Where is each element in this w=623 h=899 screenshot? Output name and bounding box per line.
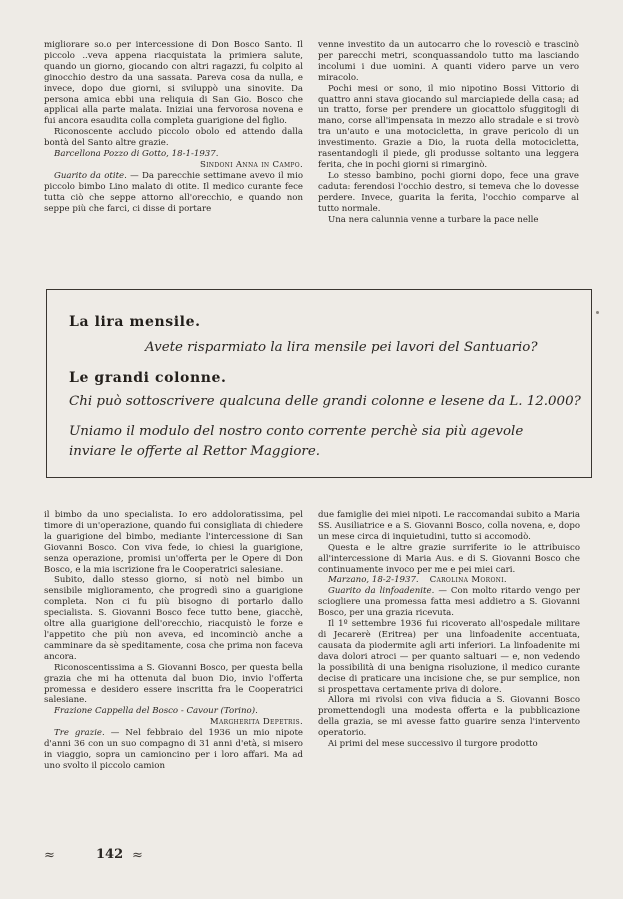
paragraph: Riconoscentissima a S. Giovanni Bosco, per questa bella grazia che mi ha ottenuta dal buon Dio, invio l'offerta promessa e desidero essere inscritta fra le Cooperatrici salesiane. (44, 662, 303, 706)
section-title: Tre grazie. (54, 728, 105, 739)
letter-place: Marzano, 18-2-1937. (328, 575, 419, 586)
text-column-top-left (44, 40, 303, 272)
letter-place-date (318, 575, 580, 586)
text-column-bottom-left (44, 510, 303, 840)
box-note-line-1: Uniamo il modulo del nostro conto corrente perchè sia più agevole (69, 424, 524, 439)
paragraph-text: — Da parecchie settimane avevo il mio piccolo bimbo Lino malato di otite. Il medico curante fece tutta ciò che seppe attorno all'orecchio, e quando non seppe più che farci, ci disse di portare (44, 170, 303, 214)
text-column-top-right (318, 40, 579, 272)
paragraph (44, 728, 303, 772)
letter-signature: Carolina Moroni. (429, 575, 507, 586)
paper-speck (596, 311, 599, 314)
box-question-lira: Avete risparmiato la lira mensile pei lavori del Santuario? (145, 340, 538, 355)
letter-place-date: Barcellona Pozzo di Gotto, 18-1-1937. (54, 149, 219, 160)
paragraph-text: — Con molto ritardo vengo per sciogliere una promessa fatta mesi addietro a S. Giovanni Bosco, per una grazia ricevuta. (318, 586, 580, 619)
paragraph: Riconoscente accludo piccolo obolo ed attendo dalla bontà del Santo altre grazie. (44, 127, 303, 149)
paragraph: il bimbo da uno specialista. Io ero addoloratissima, pel timore di un'operazione, quando fui consigliata di chiedere la guarigione del bimbo, mediante l'intercessione di San Giovanni Bosco. Con viva fede, io chiesi la guarigione, senza operazione, promisi un'offerta per le Opere di Don Bosco, e la mia iscrizione fra le Cooperatrici salesiane. (44, 510, 303, 575)
letter-signature: Sindoni Anna in Campo. (199, 159, 303, 170)
paragraph: Allora mi rivolsi con viva fiducia a S. Giovanni Bosco promettendogli una modesta offerta e la pubblicazione della grazia, se mi avesse fatto guarire senza l'intervento operatorio. (318, 695, 580, 739)
paragraph (44, 171, 303, 215)
paragraph (318, 586, 580, 619)
paragraph: Lo stesso bambino, pochi giorni dopo, fece una grave caduta: ferendosi l'occhio destro, si temeva che lo dovesse perdere. Invece, guarita la ferita, l'occhio comparve al tutto normale. (318, 170, 579, 214)
paragraph: Subito, dallo stesso giorno, si notò nel bimbo un sensibile miglioramento, che progredì sino a guarigione completa. Non ci fu più bisogno di portarlo dallo specialista. S. Giovanni Bosco fece tutto bene, giacchè, oltre alla guarigione dell'orecchio, riacquistò le forze e l'appetito che più non aveva, ed incominciò anche a camminare da sè speditamente, cosa che prima non faceva ancora. (44, 575, 303, 662)
paragraph: Ai primi del mese successivo il turgore prodotto (328, 739, 538, 750)
section-title: Guarito da linfoadenite. (328, 586, 435, 597)
box-heading-lira: La lira mensile. (69, 314, 201, 330)
text-column-bottom-right (318, 510, 580, 840)
box-question-colonne: Chi può sottoscrivere qualcuna delle grandi colonne e lesene da L. 12.000? (69, 394, 581, 409)
paragraph: migliorare so.o per intercessione di Don Bosco Santo. Il piccolo ..veva appena riacquistata la primiera salute, quando un giorno, giocando con altri ragazzi, fu colpito al ginocchio destro da una sassata. Pareva cosa da nulla, e invece, dopo due giorni, si sviluppò una sinovite. Da persona amica ebbi una reliquia di San Gio. Bosco che applicai alla parte malata. Iniziai una fervorosa novena e fui ancora esaudita colla completa guarigione del figlio. (44, 40, 303, 127)
paragraph-text: — Nel febbraio del 1936 un mio nipote d'anni 36 con un suo compagno di 31 anni d'età, si misero in viaggio, sopra un camioncino per i loro affari. Ma ad uno svolto il piccolo camion (44, 728, 303, 771)
letter-place-date: Frazione Cappella del Bosco - Cavour (Torino). (54, 706, 258, 717)
paragraph: venne investito da un autocarro che lo rovesciò e trascinò per parecchi metri, sconquassandolo tutto ma lasciando incolumi i due uomini. A quanti videro parve un vero miracolo. (318, 40, 579, 83)
ornament-icon: ≈ (44, 848, 55, 863)
section-title: Guarito da otite. (54, 170, 127, 181)
page-number: 142 (96, 847, 124, 862)
paragraph: Una nera calunnia venne a turbare la pace nelle (328, 214, 539, 225)
paragraph: Pochi mesi or sono, il mio nipotino Bossi Vittorio di quattro anni stava giocando sul marciapiede della casa; ad un tratto, forse per prendere un giocattolo sfuggitogli di mano, corse all'impensata in mezzo allo stradale e si trovò tra un'auto e una motocicletta, in grave pericolo di un investimento. Grazie a Dio, la ruota della motocicletta, rasentandogli il piede, gli produsse soltanto una leggera ferita, che in pochi giorni si rimarginò. (318, 83, 579, 170)
box-note-line-2: inviare le offerte al Rettor Maggiore. (69, 444, 320, 459)
ornament-icon: ≈ (132, 848, 143, 863)
appeal-box (46, 289, 592, 478)
box-heading-colonne: Le grandi colonne. (69, 370, 227, 386)
paragraph: Il 1º settembre 1936 fui ricoverato all'ospedale militare di Jecarerè (Eritrea) per una linfoadenite accentuata, causata da piodermite agli arti inferiori. La linfoadenite mi dava dolori atroci — per quanto saltuari — e, non vedendo la possibilità di una benigna risoluzione, il medico curante decise di praticare una incisione che, se pur semplice, non si prospettava certamente priva di dolore. (318, 619, 580, 695)
paragraph: due famiglie dei miei nipoti. Le raccomandai subito a Maria SS. Ausiliatrice e a S. Giovanni Bosco, colla novena, e, dopo un mese circa di inquietudini, tutto si accomodò. (318, 510, 580, 542)
paragraph: Questa e le altre grazie surriferite io le attribuisco all'intercessione di Maria Aus. e di S. Giovanni Bosco che continuamente invoco per me e pei miei cari. (318, 542, 580, 575)
letter-signature: Margherita Depetris. (209, 717, 303, 728)
